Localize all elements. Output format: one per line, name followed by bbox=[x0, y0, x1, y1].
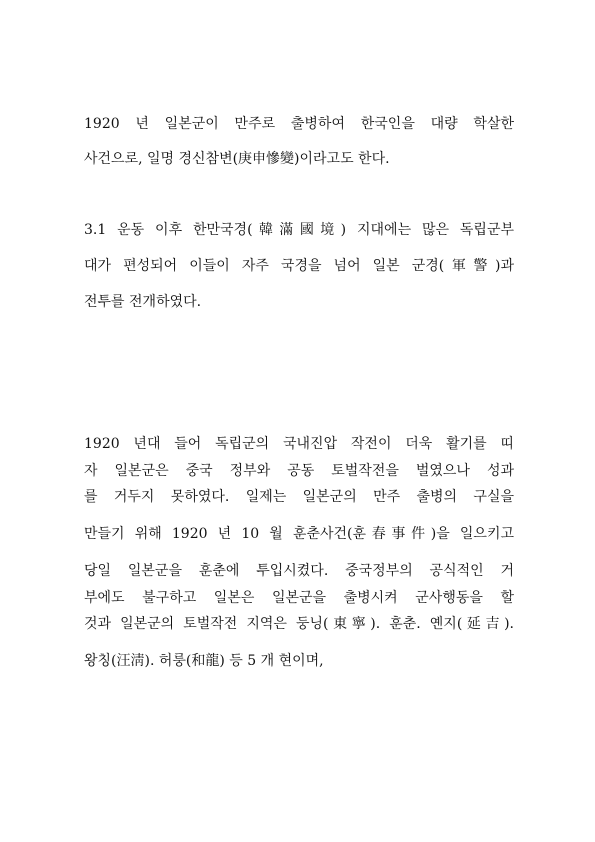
paragraph-3-line-8: 왕칭(汪淸). 허룽(和龍) 등 5 개 현이며, bbox=[84, 653, 324, 669]
paragraph-3-line-6: 부에도 불구하고 일본은 일본군을 출병시켜 군사행동을 할 bbox=[84, 590, 514, 606]
paragraph-3-line-1: 1920 년대 들어 독립군의 국내진압 작전이 더욱 활기를 띠 bbox=[84, 436, 514, 452]
paragraph-3-line-3: 를 거두지 못하였다. 일제는 일본군의 만주 출병의 구실을 bbox=[84, 489, 514, 505]
paragraph-2-line-1: 3.1 운동 이후 한만국경(韓滿國境) 지대에는 많은 독립군부 bbox=[84, 222, 514, 238]
paragraph-3-line-5: 당일 일본군을 훈춘에 투입시켰다. 중국정부의 공식적인 거 bbox=[84, 563, 514, 579]
paragraph-2-line-2: 대가 편성되어 이들이 자주 국경을 넘어 일본 군경(軍警)과 bbox=[84, 258, 514, 274]
paragraph-2-line-3: 전투를 전개하였다. bbox=[84, 294, 202, 310]
paragraph-3-line-4: 만들기 위해 1920 년 10 월 훈춘사건(훈春事件)을 일으키고 bbox=[84, 526, 514, 542]
paragraph-1-line-1: 1920 년 일본군이 만주로 출병하여 한국인을 대량 학살한 bbox=[84, 116, 514, 132]
paragraph-3-line-7: 것과 일본군의 토벌작전 지역은 둥닝(東寧). 훈춘. 옌지(延吉). bbox=[84, 616, 514, 632]
paragraph-3-line-2: 자 일본군은 중국 정부와 공동 토벌작전을 벌였으나 성과 bbox=[84, 463, 514, 479]
paragraph-1-line-2: 사건으로, 일명 경신참변(庚申慘變)이라고도 한다. bbox=[84, 151, 390, 167]
